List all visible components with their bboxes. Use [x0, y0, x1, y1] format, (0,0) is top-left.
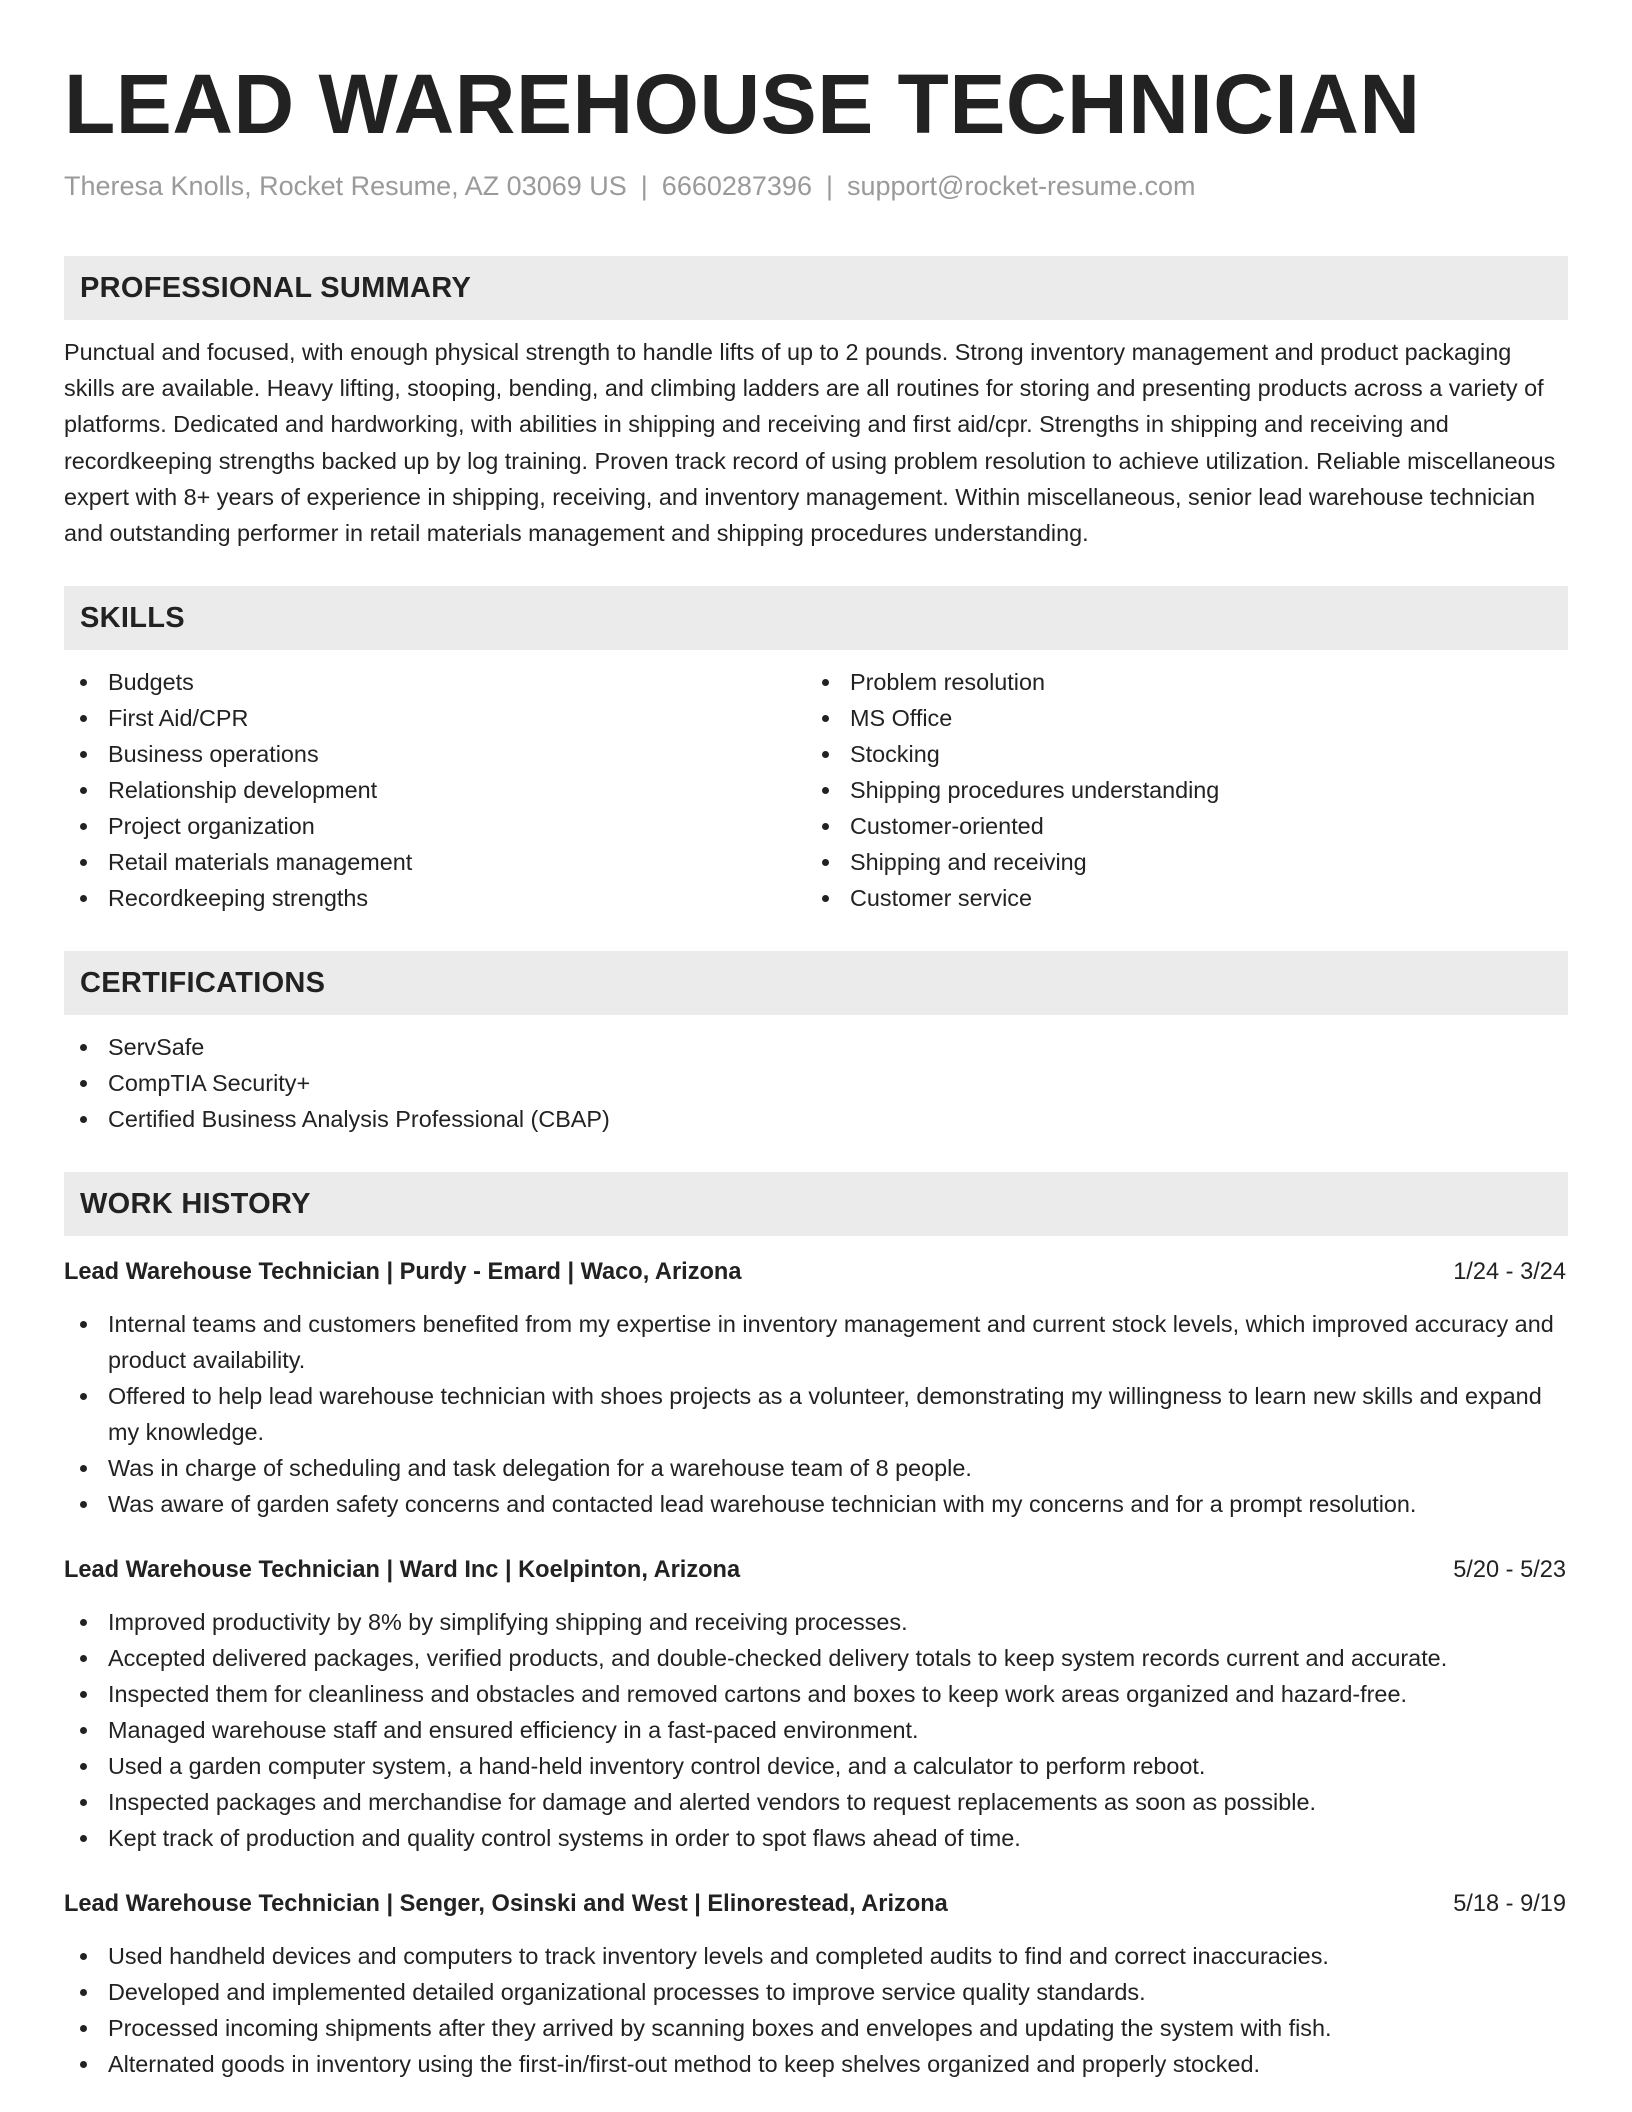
job-bullet: Inspected packages and merchandise for damage and alerted vendors to request replacements as soon as possible. — [64, 1784, 1568, 1820]
contact-phone: 6660287396 — [661, 171, 812, 201]
skills-section-header — [64, 586, 1568, 650]
job-title: Lead Warehouse Technician | Senger, Osinski and West | Elinorestead, Arizona — [64, 1891, 948, 1918]
skill-item: Project organization — [64, 808, 806, 844]
skill-item: Problem resolution — [806, 664, 1548, 700]
skill-item: Customer-oriented — [806, 808, 1548, 844]
work-history-heading: WORK HISTORY — [80, 1187, 311, 1220]
work-history-list — [64, 1254, 1568, 2082]
summary-section-header — [64, 256, 1568, 320]
skill-item: Shipping procedures understanding — [806, 772, 1548, 808]
skill-item: Stocking — [806, 736, 1548, 772]
resume-page — [64, 0, 1568, 2082]
certifications-list — [64, 1029, 1568, 1137]
job-header — [64, 1552, 1568, 1588]
contact-separator: | — [825, 171, 833, 201]
job-bullet: Developed and implemented detailed organizational processes to improve service quality standards. — [64, 1974, 1568, 2010]
skill-item: Budgets — [64, 664, 806, 700]
skills-grid — [64, 664, 1568, 916]
skill-item: Relationship development — [64, 772, 806, 808]
job-entry — [64, 1552, 1568, 1856]
skill-item: Shipping and receiving — [806, 844, 1548, 880]
skill-item: Recordkeeping strengths — [64, 880, 806, 916]
job-bullet: Processed incoming shipments after they arrived by scanning boxes and envelopes and updating the system with fish. — [64, 2010, 1568, 2046]
job-bullet-list — [64, 1604, 1568, 1856]
job-dates: 1/24 - 3/24 — [1453, 1259, 1566, 1286]
skills-heading: SKILLS — [80, 601, 185, 634]
job-bullet: Alternated goods in inventory using the first-in/first-out method to keep shelves organized and properly stocked. — [64, 2046, 1568, 2082]
contact-line — [64, 168, 1568, 204]
certification-item: ServSafe — [64, 1029, 1568, 1065]
job-bullet: Kept track of production and quality control systems in order to spot flaws ahead of time. — [64, 1820, 1568, 1856]
skills-column-left — [64, 664, 806, 916]
summary-text: Punctual and focused, with enough physical strength to handle lifts of up to 2 pounds. Strong inventory management and product packaging skills are available. Heavy lifting, stooping, bending, and climbing ladders are all routines for storing and presenting products across a variety of platforms. Dedicated and hardworking, with abilities in shipping and receiving and first aid/cpr. Strengths in shipping and receiving and recordkeeping strengths backed up by log training. Proven track record of using problem resolution to achieve utilization. Reliable miscellaneous expert with 8+ years of experience in shipping, receiving, and inventory management. Within miscellaneous, senior lead warehouse technician and outstanding performer in retail materials management and shipping procedures understanding. — [64, 339, 1556, 547]
job-bullet: Was in charge of scheduling and task delegation for a warehouse team of 8 people. — [64, 1450, 1568, 1486]
job-bullet: Used a garden computer system, a hand-held inventory control device, and a calculator to perform reboot. — [64, 1748, 1568, 1784]
job-bullet: Managed warehouse staff and ensured efficiency in a fast-paced environment. — [64, 1712, 1568, 1748]
certification-item: CompTIA Security+ — [64, 1065, 1568, 1101]
summary-heading: PROFESSIONAL SUMMARY — [80, 271, 472, 304]
job-title: Lead Warehouse Technician | Purdy - Emard | Waco, Arizona — [64, 1259, 742, 1286]
contact-separator: | — [640, 171, 648, 201]
skill-item: Customer service — [806, 880, 1548, 916]
contact-email: support@rocket-resume.com — [846, 171, 1196, 201]
job-bullet-list — [64, 1306, 1568, 1522]
job-header — [64, 1254, 1568, 1290]
skill-item: Retail materials management — [64, 844, 806, 880]
skills-column-right — [806, 664, 1548, 916]
certifications-heading: CERTIFICATIONS — [80, 966, 326, 999]
certification-item: Certified Business Analysis Professional (CBAP) — [64, 1101, 1568, 1137]
job-bullet-list — [64, 1938, 1568, 2082]
job-bullet: Inspected them for cleanliness and obstacles and removed cartons and boxes to keep work areas organized and hazard-free. — [64, 1676, 1568, 1712]
job-title: Lead Warehouse Technician | Ward Inc | Koelpinton, Arizona — [64, 1557, 741, 1584]
job-bullet: Was aware of garden safety concerns and contacted lead warehouse technician with my concerns and for a prompt resolution. — [64, 1486, 1568, 1522]
job-entry — [64, 1254, 1568, 1522]
job-bullet: Used handheld devices and computers to track inventory levels and completed audits to find and correct inaccuracies. — [64, 1938, 1568, 1974]
skill-item: MS Office — [806, 700, 1548, 736]
job-dates: 5/20 - 5/23 — [1453, 1557, 1566, 1584]
job-bullet: Offered to help lead warehouse technician with shoes projects as a volunteer, demonstrating my willingness to learn new skills and expand my knowledge. — [64, 1378, 1568, 1450]
skill-item: First Aid/CPR — [64, 700, 806, 736]
work-history-section-header — [64, 1172, 1568, 1236]
skill-item: Business operations — [64, 736, 806, 772]
certifications-section-header — [64, 951, 1568, 1015]
job-entry — [64, 1886, 1568, 2082]
job-bullet: Accepted delivered packages, verified products, and double-checked delivery totals to keep system records current and accurate. — [64, 1640, 1568, 1676]
job-header — [64, 1886, 1568, 1922]
contact-address: Theresa Knolls, Rocket Resume, AZ 03069 US — [64, 171, 627, 201]
job-bullet: Internal teams and customers benefited from my expertise in inventory management and current stock levels, which improved accuracy and product availability. — [64, 1306, 1568, 1378]
job-bullet: Improved productivity by 8% by simplifying shipping and receiving processes. — [64, 1604, 1568, 1640]
resume-title: LEAD WAREHOUSE TECHNICIAN — [64, 57, 1421, 151]
job-dates: 5/18 - 9/19 — [1453, 1891, 1566, 1918]
